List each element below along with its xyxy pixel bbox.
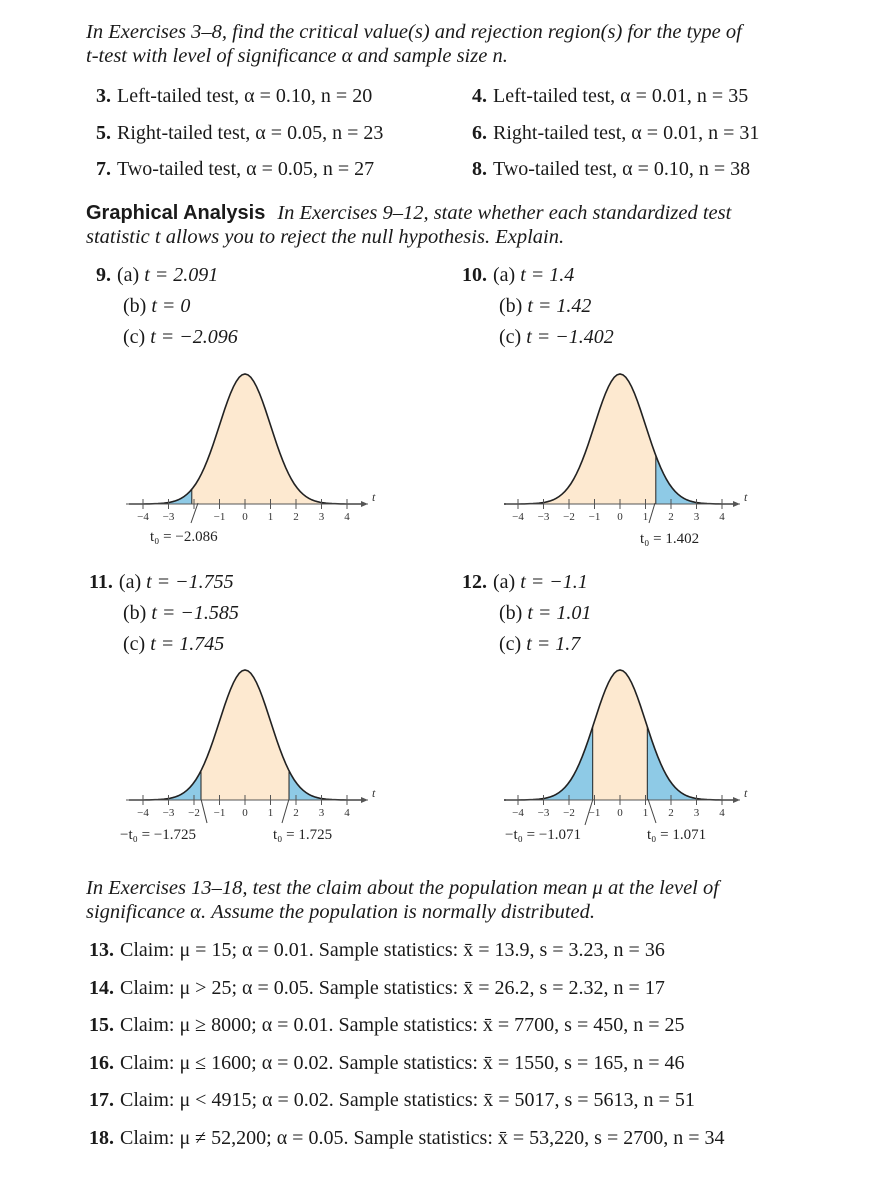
crit-left-label: −t₀ = −1.071: [505, 827, 582, 843]
intro-2-line-2: significance α. Assume the population is normally distributed.: [86, 901, 595, 923]
exercise-text: Claim: μ ≠ 52,200; α = 0.05. Sample statistics: x̄ = 53,220, s = 2700, n = 34: [120, 1127, 725, 1149]
crit-right-label: t₀ = 1.071: [647, 827, 707, 843]
exercise-number: 14.: [89, 977, 114, 999]
crit-right-label: t₀ = 1.725: [273, 827, 333, 843]
exercise-number: 7.: [96, 158, 111, 180]
axis-arrow: [361, 797, 368, 803]
exercise-text: Left-tailed test, α = 0.10, n = 20: [117, 85, 373, 107]
exercise-number: 16.: [89, 1052, 114, 1074]
part-a-label: (a): [118, 571, 142, 593]
exercise-11-part-c: [123, 632, 224, 656]
tick-label: 4: [719, 807, 725, 819]
exercise-text: Two-tailed test, α = 0.05, n = 27: [117, 158, 375, 180]
tick-label: 2: [668, 511, 674, 523]
exercise-text: Claim: μ = 15; α = 0.01. Sample statistics: x̄ = 13.9, s = 3.23, n = 36: [120, 939, 665, 961]
part-value: t = 1.01: [527, 602, 592, 624]
exercise-text: Left-tailed test, α = 0.01, n = 35: [493, 85, 749, 107]
tick-labels: [512, 807, 725, 819]
exercise-10-part-b: [499, 294, 591, 318]
part-value: t = −1.402: [526, 326, 614, 348]
tick-label: −1: [213, 807, 226, 819]
tick-label: −3: [537, 511, 550, 523]
exercise-text: Right-tailed test, α = 0.01, n = 31: [493, 122, 760, 144]
graph-exercise-9: [120, 365, 380, 550]
tick-labels: [512, 511, 725, 523]
tick-label: −1: [213, 511, 226, 523]
exercise-10: [462, 263, 574, 287]
curve-body: [129, 670, 361, 800]
exercise-number: 9.: [96, 264, 111, 286]
graph-exercise-10: [500, 365, 770, 550]
part-value: t = 1.745: [150, 633, 225, 655]
exercise-5: [96, 121, 383, 145]
crit-right-leader: [648, 799, 656, 823]
part-a-label: (a): [493, 264, 516, 286]
axis-label: t: [372, 490, 376, 504]
exercise-text: Two-tailed test, α = 0.10, n = 38: [493, 158, 751, 180]
exercise-text: Claim: μ > 25; α = 0.05. Sample statistics: x̄ = 26.2, s = 2.32, n = 17: [120, 977, 665, 999]
intro-2-line-1: In Exercises 13–18, test the claim about the population mean μ at the level of: [86, 877, 719, 899]
exercise-number: 18.: [89, 1127, 114, 1149]
exercise-4: [472, 84, 748, 108]
section-heading: Graphical Analysis: [86, 202, 266, 224]
exercise-10-part-c: [499, 325, 614, 349]
part-label: (c): [123, 633, 146, 655]
part-value: t = 1.42: [527, 295, 592, 317]
exercise-number: 4.: [472, 85, 487, 107]
exercise-15: [89, 1013, 685, 1037]
tick-label: 0: [242, 511, 248, 523]
exercise-number: 6.: [472, 122, 487, 144]
part-label: (b): [499, 602, 523, 624]
tick-label: −4: [137, 807, 149, 819]
part-label: (c): [499, 633, 522, 655]
tick-label: 3: [693, 807, 700, 819]
graphical-analysis-section: [86, 201, 816, 249]
tick-label: 3: [318, 807, 325, 819]
part-a-value: t = −1.755: [146, 571, 234, 593]
part-a-value: t = 1.4: [520, 264, 575, 286]
exercise-12-part-c: [499, 632, 580, 656]
graph-exercise-12: [500, 665, 770, 855]
tick-label: 1: [642, 511, 649, 523]
exercise-text: Claim: μ ≤ 1600; α = 0.02. Sample statistics: x̄ = 1550, s = 165, n = 46: [120, 1052, 685, 1074]
tick-label: 1: [267, 807, 274, 819]
intro-1-line-1: In Exercises 3–8, find the critical value(s) and rejection region(s) for the type of: [86, 21, 742, 43]
exercise-number: 10.: [462, 264, 487, 286]
part-a-value: t = −1.1: [520, 571, 588, 593]
part-value: t = −2.096: [150, 326, 238, 348]
tick-label: 2: [293, 807, 299, 819]
tick-label: 2: [668, 807, 674, 819]
exercise-text: Claim: μ ≥ 8000; α = 0.01. Sample statistics: x̄ = 7700, s = 450, n = 25: [120, 1014, 685, 1036]
exercise-number: 12.: [462, 571, 487, 593]
intro-paragraph-2: [86, 876, 816, 924]
part-a-value: t = 2.091: [144, 264, 219, 286]
crit-right-label: t₀ = 1.402: [640, 531, 700, 547]
intro-paragraph-1: [86, 20, 816, 68]
exercise-3: [96, 84, 372, 108]
part-value: t = 1.7: [526, 633, 581, 655]
axis-label: t: [372, 786, 376, 800]
part-label: (c): [499, 326, 522, 348]
part-value: t = 0: [151, 295, 191, 317]
part-a-label: (a): [493, 571, 516, 593]
part-label: (b): [123, 602, 147, 624]
exercise-12: [462, 570, 588, 594]
exercise-13: [89, 938, 665, 962]
tick-label: 4: [344, 511, 350, 523]
tick-label: 0: [617, 511, 623, 523]
tick-label: 1: [642, 807, 649, 819]
tail-left: [129, 771, 201, 800]
exercise-number: 3.: [96, 85, 111, 107]
tick-label: 2: [293, 511, 299, 523]
exercise-18: [89, 1126, 725, 1150]
tick-label: 4: [719, 511, 725, 523]
exercise-9-part-c: [123, 325, 238, 349]
tick-label: 0: [242, 807, 248, 819]
curve-body: [504, 670, 736, 800]
part-value: t = −1.585: [151, 602, 239, 624]
tick-label: −1: [588, 511, 601, 523]
curve-body: [129, 374, 361, 504]
tick-label: 4: [344, 807, 350, 819]
crit-left-label: −t₀ = −1.725: [120, 827, 197, 843]
exercise-number: 8.: [472, 158, 487, 180]
tick-label: 3: [693, 511, 700, 523]
tick-label: −4: [137, 511, 149, 523]
tick-label: −3: [162, 511, 175, 523]
tick-labels: [137, 511, 350, 523]
exercise-number: 11.: [89, 571, 113, 593]
exercise-6: [472, 121, 759, 145]
part-label: (b): [499, 295, 523, 317]
axis-arrow: [361, 501, 368, 507]
tick-label: −2: [563, 511, 575, 523]
tick-label: −2: [563, 807, 575, 819]
tail-right: [289, 771, 361, 800]
tail-right: [656, 455, 736, 504]
curve-body: [504, 374, 736, 504]
crit-left-label: t₀ = −2.086: [150, 529, 218, 545]
exercise-14: [89, 976, 665, 1000]
tail-left: [129, 489, 192, 504]
tick-label: −3: [162, 807, 175, 819]
exercise-17: [89, 1088, 695, 1112]
exercise-number: 5.: [96, 122, 111, 144]
exercise-9: [96, 263, 218, 287]
part-a-label: (a): [117, 264, 140, 286]
tick-labels: [137, 807, 350, 819]
axis-arrow: [733, 501, 740, 507]
crit-left-leader: [201, 799, 207, 823]
crit-right-leader: [649, 503, 655, 523]
exercise-11-part-b: [123, 601, 239, 625]
tick-label: −3: [537, 807, 550, 819]
tick-label: −1: [588, 807, 601, 819]
graphical-line-2: statistic t allows you to reject the null hypothesis. Explain.: [86, 226, 565, 248]
tick-label: −2: [188, 807, 200, 819]
graph-exercise-11: [120, 665, 380, 855]
exercise-number: 13.: [89, 939, 114, 961]
crit-right-leader: [282, 799, 289, 823]
tick-label: 1: [267, 511, 274, 523]
exercise-7: [96, 157, 374, 181]
tick-label: 0: [617, 807, 623, 819]
exercise-9-part-b: [123, 294, 190, 318]
axis-label: t: [744, 786, 748, 800]
exercise-8: [472, 157, 750, 181]
exercise-number: 15.: [89, 1014, 114, 1036]
axis-label: t: [744, 490, 748, 504]
axis-arrow: [733, 797, 740, 803]
graphical-line-1: In Exercises 9–12, state whether each standardized test: [277, 202, 732, 224]
exercise-number: 17.: [89, 1089, 114, 1111]
tick-label: −4: [512, 511, 524, 523]
exercise-text: Claim: μ < 4915; α = 0.02. Sample statistics: x̄ = 5017, s = 5613, n = 51: [120, 1089, 695, 1111]
intro-1-line-2: t-test with level of significance α and sample size n.: [86, 45, 508, 67]
tick-label: 3: [318, 511, 325, 523]
exercise-11: [89, 570, 234, 594]
tick-label: −4: [512, 807, 524, 819]
part-label: (b): [123, 295, 147, 317]
exercise-16: [89, 1051, 685, 1075]
exercise-text: Right-tailed test, α = 0.05, n = 23: [117, 122, 384, 144]
part-label: (c): [123, 326, 146, 348]
exercise-12-part-b: [499, 601, 591, 625]
